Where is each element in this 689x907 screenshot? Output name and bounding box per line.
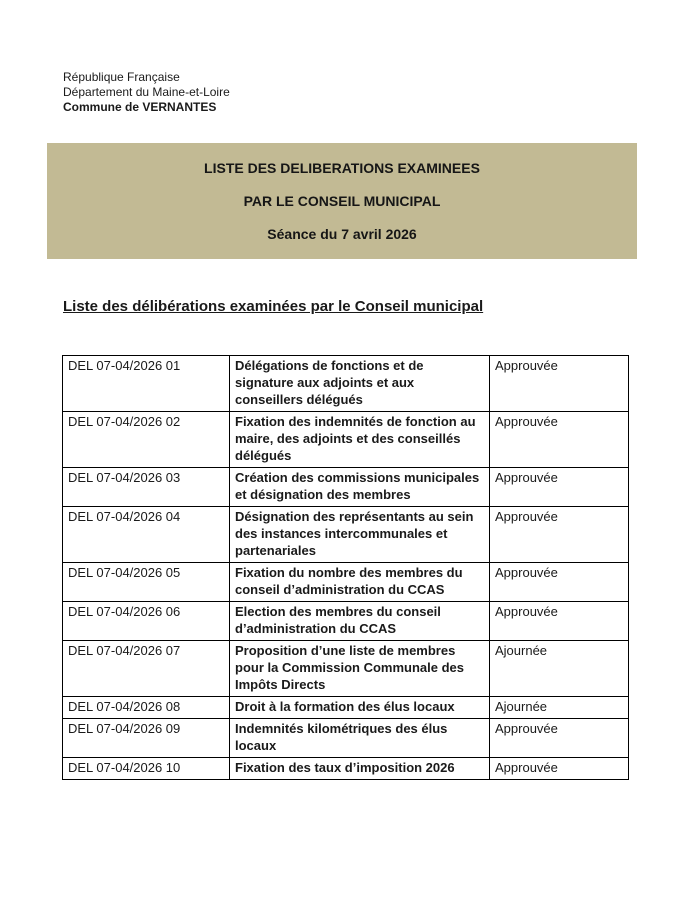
banner-title-line1: LISTE DES DELIBERATIONS EXAMINEES [204, 160, 480, 176]
table-row [63, 507, 629, 563]
deliberation-title: Délégations de fonctions et de signature aux adjoints et aux conseillers délégués [230, 356, 490, 412]
deliberation-ref: DEL 07-04/2026 06 [63, 602, 230, 641]
deliberation-title: Indemnités kilométriques des élus locaux [230, 719, 490, 758]
deliberation-title: Création des commissions municipales et désignation des membres [230, 468, 490, 507]
deliberations-table-body [63, 356, 629, 780]
table-row [63, 412, 629, 468]
deliberation-title: Fixation du nombre des membres du conseil d’administration du CCAS [230, 563, 490, 602]
deliberations-table [62, 355, 629, 780]
banner [47, 143, 637, 259]
deliberation-ref: DEL 07-04/2026 09 [63, 719, 230, 758]
deliberation-ref: DEL 07-04/2026 05 [63, 563, 230, 602]
banner-seance-date: Séance du 7 avril 2026 [267, 226, 417, 242]
deliberation-status: Ajournée [490, 697, 629, 719]
deliberation-status: Approuvée [490, 758, 629, 780]
deliberation-status: Ajournée [490, 641, 629, 697]
deliberation-status: Approuvée [490, 563, 629, 602]
deliberation-status: Approuvée [490, 412, 629, 468]
deliberation-ref: DEL 07-04/2026 07 [63, 641, 230, 697]
table-row [63, 468, 629, 507]
table-row [63, 641, 629, 697]
letterhead-commune: Commune de VERNANTES [63, 100, 217, 114]
deliberation-title: Désignation des représentants au sein des instances intercommunales et partenariales [230, 507, 490, 563]
deliberation-ref: DEL 07-04/2026 04 [63, 507, 230, 563]
table-row [63, 758, 629, 780]
deliberation-title: Droit à la formation des élus locaux [230, 697, 490, 719]
deliberation-ref: DEL 07-04/2026 08 [63, 697, 230, 719]
table-row [63, 697, 629, 719]
banner-title-line2: PAR LE CONSEIL MUNICIPAL [243, 193, 441, 209]
table-row [63, 356, 629, 412]
deliberation-title: Proposition d’une liste de membres pour la Commission Communale des Impôts Directs [230, 641, 490, 697]
deliberation-status: Approuvée [490, 468, 629, 507]
letterhead-department: Département du Maine-et-Loire [63, 85, 230, 99]
deliberation-title: Election des membres du conseil d’administration du CCAS [230, 602, 490, 641]
deliberation-status: Approuvée [490, 507, 629, 563]
letterhead [63, 70, 230, 115]
deliberation-status: Approuvée [490, 356, 629, 412]
table-row [63, 602, 629, 641]
deliberation-status: Approuvée [490, 719, 629, 758]
deliberation-title: Fixation des taux d’imposition 2026 [230, 758, 490, 780]
table-row [63, 719, 629, 758]
table-row [63, 563, 629, 602]
deliberation-ref: DEL 07-04/2026 01 [63, 356, 230, 412]
deliberation-status: Approuvée [490, 602, 629, 641]
deliberation-title: Fixation des indemnités de fonction au maire, des adjoints et des conseillés délégués [230, 412, 490, 468]
section-title: Liste des délibérations examinées par le Conseil municipal [63, 298, 484, 315]
letterhead-republic: République Française [63, 70, 180, 84]
deliberation-ref: DEL 07-04/2026 03 [63, 468, 230, 507]
deliberation-ref: DEL 07-04/2026 10 [63, 758, 230, 780]
deliberation-ref: DEL 07-04/2026 02 [63, 412, 230, 468]
